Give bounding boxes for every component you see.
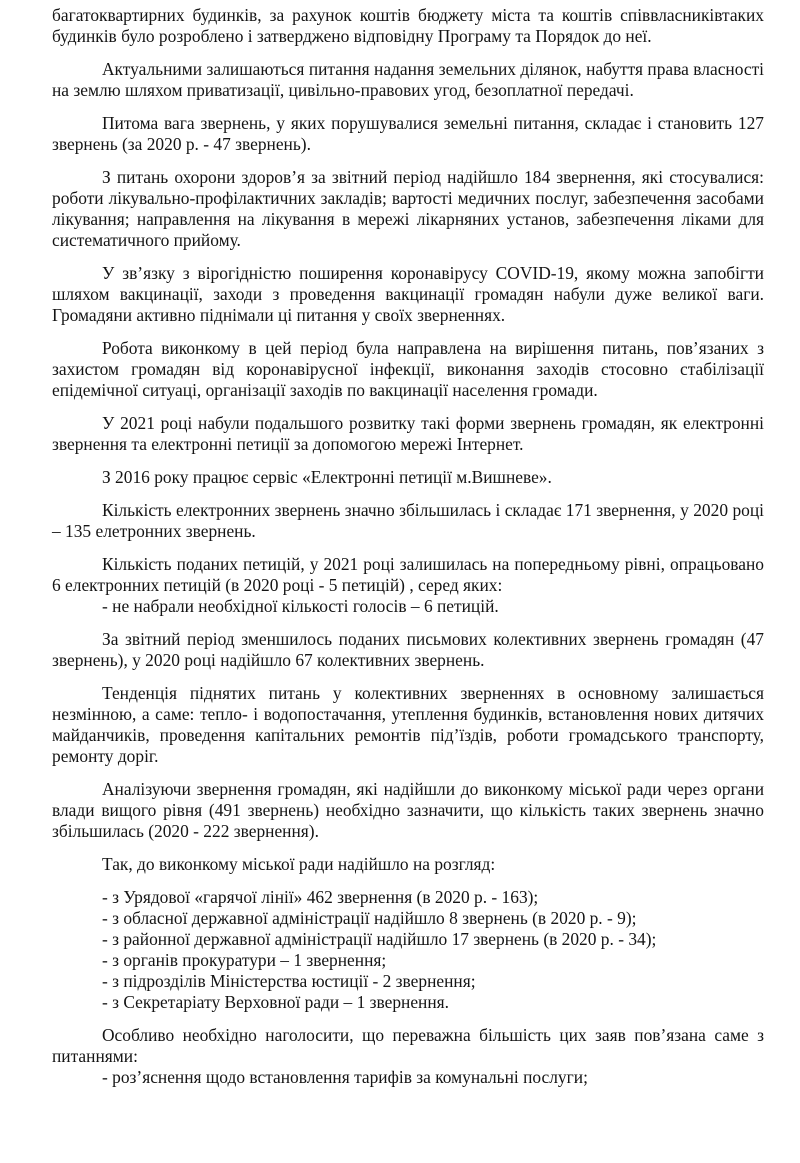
petitions-list xyxy=(52,596,764,617)
paragraph-e-appeals-count: Кількість електронних звернень значно збільшилась і складає 171 звернення, у 2020 році – 135 елетронних звернень. xyxy=(52,500,764,541)
paragraph-e-petitions-service: З 2016 року працює сервіс «Електронні петиції м.Вишневе». xyxy=(102,467,552,487)
paragraph-intro: багатоквартирних будинків, за рахунок коштів бюджету міста та коштів співвласниківтаких будинків було розроблено і затверджено відповідну Програму та Порядок до неї. xyxy=(52,5,764,46)
list-item: - з обласної державної адміністрації надійшло 8 звернень (в 2020 р. - 9); xyxy=(102,908,637,928)
paragraph-covid: У зв’язку з вірогідністю поширення коронавірусу COVID-19, якому можна запобігти шляхом вакцинації, заходи з проведення вакцинації громадян набули дуже великої ваги. Громадяни активно піднімали ці питання у своїх зверненнях. xyxy=(52,263,764,325)
received-list xyxy=(52,887,764,1013)
list-item: - з підрозділів Міністерства юстиції - 2 звернення; xyxy=(102,971,476,991)
paragraph-closing: Особливо необхідно наголосити, що переважна більшість цих заяв пов’язана саме з питаннями: xyxy=(52,1025,764,1066)
closing-list xyxy=(52,1067,764,1088)
paragraph-health: З питань охорони здоров’я за звітний період надійшло 184 звернення, які стосувалися: роботи лікувально-профілактичних закладів; вартості медичних послуг, забезпечення засобами лікування; направлення на лікування в мережі лікарняних установ, забезпечення ліками для систематичного прийому. xyxy=(52,167,764,250)
list-item: - з районної державної адміністрації надійшло 17 звернень (в 2020 р. - 34); xyxy=(102,929,657,949)
paragraph-electronic-forms: У 2021 році набули подальшого розвитку такі форми звернень громадян, як електронні звернення та електронні петиції за допомогою мережі Інтернет. xyxy=(52,413,764,454)
paragraph-land-issues: Актуальними залишаються питання надання земельних ділянок, набуття права власності на землю шляхом приватизації, цивільно-правових угод, безоплатної передачі. xyxy=(52,59,764,100)
paragraph-land-share: Питома вага звернень, у яких порушувалися земельні питання, складає і становить 127 звернень (за 2020 р. - 47 звернень). xyxy=(52,113,764,154)
paragraph-received-intro: Так, до виконкому міської ради надійшло на розгляд: xyxy=(102,854,496,874)
paragraph-collective-topics: Тенденція піднятих питань у колективних зверненнях в основному залишається незмінною, а саме: тепло- і водопостачання, утеплення будинків, встановлення нових дитячих майданчиків, проведення капітальних ремонтів під’їздів, роботи громадського транспорту, ремонту доріг. xyxy=(52,683,764,766)
list-item: - з Урядової «гарячої лінії» 462 звернення (в 2020 р. - 163); xyxy=(102,887,539,907)
list-item: - з Секретаріату Верховної ради – 1 звернення. xyxy=(102,992,450,1012)
list-item: - роз’яснення щодо встановлення тарифів за комунальні послуги; xyxy=(102,1067,588,1087)
list-item: - з органів прокуратури – 1 звернення; xyxy=(102,950,387,970)
paragraph-higher-authorities: Аналізуючи звернення громадян, які надійшли до виконкому міської ради через органи влади вищого рівня (491 звернень) необхідно зазначити, що кількість таких звернень значно збільшилась (2020 - 222 звернення). xyxy=(52,779,764,841)
paragraph-petitions-count: Кількість поданих петицій, у 2021 році залишилась на попередньому рівні, опрацьовано 6 електронних петицій (в 2020 році - 5 петицій) , серед яких: xyxy=(52,554,764,595)
list-item: - не набрали необхідної кількості голосів – 6 петицій. xyxy=(102,596,499,616)
paragraph-executive-work: Робота виконкому в цей період була направлена на вирішення питань, пов’язаних з захистом громадян від коронавірусної інфекції, виконання заходів стосовно стабілізації епідемічної ситуаці, організації заходів по вакцинації населення громади. xyxy=(52,338,764,400)
paragraph-collective-appeals: За звітний період зменшилось поданих письмових колективних звернень громадян (47 звернень), у 2020 році надійшло 67 колективних звернень. xyxy=(52,629,764,670)
